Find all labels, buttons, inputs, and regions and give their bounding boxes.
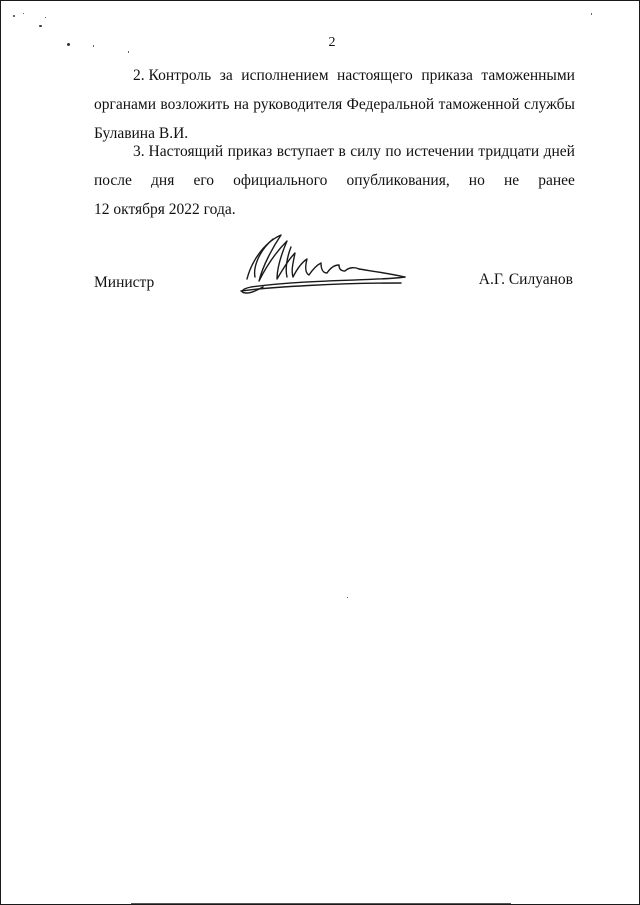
word: приказ <box>227 143 273 160</box>
paragraph-control-line-1 <box>94 61 575 90</box>
word: таможенными <box>481 67 575 84</box>
signatory-title: Министр <box>94 274 155 291</box>
word: вступает <box>276 143 334 160</box>
word: ранее <box>538 172 575 189</box>
word: органами <box>94 96 157 113</box>
word: истечении <box>405 143 474 160</box>
word: дней <box>543 143 575 160</box>
paragraph-effective-line-3: 12 октября 2022 года. <box>94 201 236 218</box>
paragraph-effective-date <box>94 137 575 224</box>
word: по <box>385 143 402 160</box>
word: в <box>338 143 346 160</box>
word: таможенной <box>438 96 520 113</box>
word: дня <box>151 172 175 189</box>
word: не <box>503 172 520 189</box>
word: исполнением <box>241 67 329 84</box>
word: силу <box>350 143 381 160</box>
word: опубликования, <box>346 172 450 189</box>
word: на <box>233 96 249 113</box>
word: приказа <box>421 67 473 84</box>
paragraph-control-line-2 <box>94 90 575 119</box>
handwritten-signature <box>229 229 414 301</box>
word: службы <box>523 96 575 113</box>
word: 2. Контроль <box>133 67 212 84</box>
paragraph-control <box>94 61 575 148</box>
bottom-edge-line <box>131 903 511 904</box>
word: за <box>219 67 233 84</box>
word: возложить <box>160 96 230 113</box>
page-number: 2 <box>328 35 336 50</box>
word: руководителя <box>253 96 343 113</box>
word: официального <box>233 172 328 189</box>
word: после <box>94 172 132 189</box>
word: тридцати <box>478 143 540 160</box>
word: Федеральной <box>346 96 435 113</box>
word: настоящего <box>337 67 413 84</box>
word: 3. Настоящий <box>133 143 224 160</box>
word: но <box>468 172 485 189</box>
paragraph-effective-line-2 <box>94 166 575 195</box>
paragraph-control-line-3: Булавина В.И. <box>94 125 189 142</box>
paragraph-effective-line-1 <box>94 137 575 166</box>
signatory-name: А.Г. Силуанов <box>478 271 573 288</box>
word: его <box>193 172 215 189</box>
